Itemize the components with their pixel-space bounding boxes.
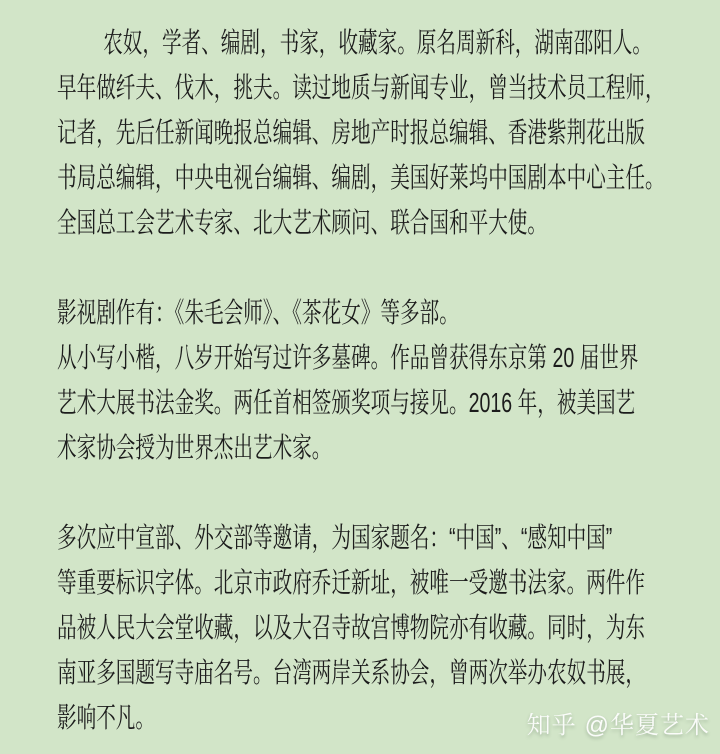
zhihu-watermark [527,712,710,740]
paragraph-honors [57,515,720,740]
text-line: 从小写小楷，八岁开始写过许多墓碑。作品曾获得东京第 20 届世界 [57,342,639,373]
text-line: 书局总编辑，中央电视台编辑、编剧，美国好莱坞中国剧本中心主任。 [57,162,665,193]
text-line: 全国总工会艺术专家、北大艺术顾问、联合国和平大使。 [57,207,548,238]
paragraph-calligraphy [57,335,720,470]
text-line: 影视剧作有：《朱毛会师》、《茶花女》等多部。 [57,297,459,328]
text-line: 农奴，学者、编剧，书家，收藏家。原名周新科，湖南邵阳人。 [103,27,653,58]
text-line: 记者，先后任新闻晚报总编辑、房地产时报总编辑、香港紫荆花出版 [57,117,646,148]
text-line: 等重要标识字体。北京市政府乔迁新址，被唯一受邀书法家。两件作 [57,567,646,598]
watermark-handle: @华夏艺术 [584,712,710,739]
text-line: 品被人民大会堂收藏，以及大召寺故宫博物院亦有收藏。同时，为东 [57,612,646,643]
text-line: 南亚多国题写寺庙名号。台湾两岸关系协会，曾两次举办农奴书展， [57,657,646,688]
text-line: 影响不凡。 [57,702,156,733]
text-line: 术家协会授为世界杰出艺术家。 [57,432,332,463]
paragraph-bio [57,20,720,245]
text-line: 早年做纤夫、伐木，挑夫。读过地质与新闻专业，曾当技术员工程师， [57,72,665,103]
text-line: 多次应中宣部、外交部等邀请，为国家题名：“中国”、“感知中国” [57,522,613,553]
watermark-brand-zhihu: 知乎 [526,712,577,739]
text-line: 艺术大展书法金奖。两任首相签颁奖项与接见。2016 年，被美国艺 [57,387,636,418]
paragraph-filmworks [57,290,720,335]
